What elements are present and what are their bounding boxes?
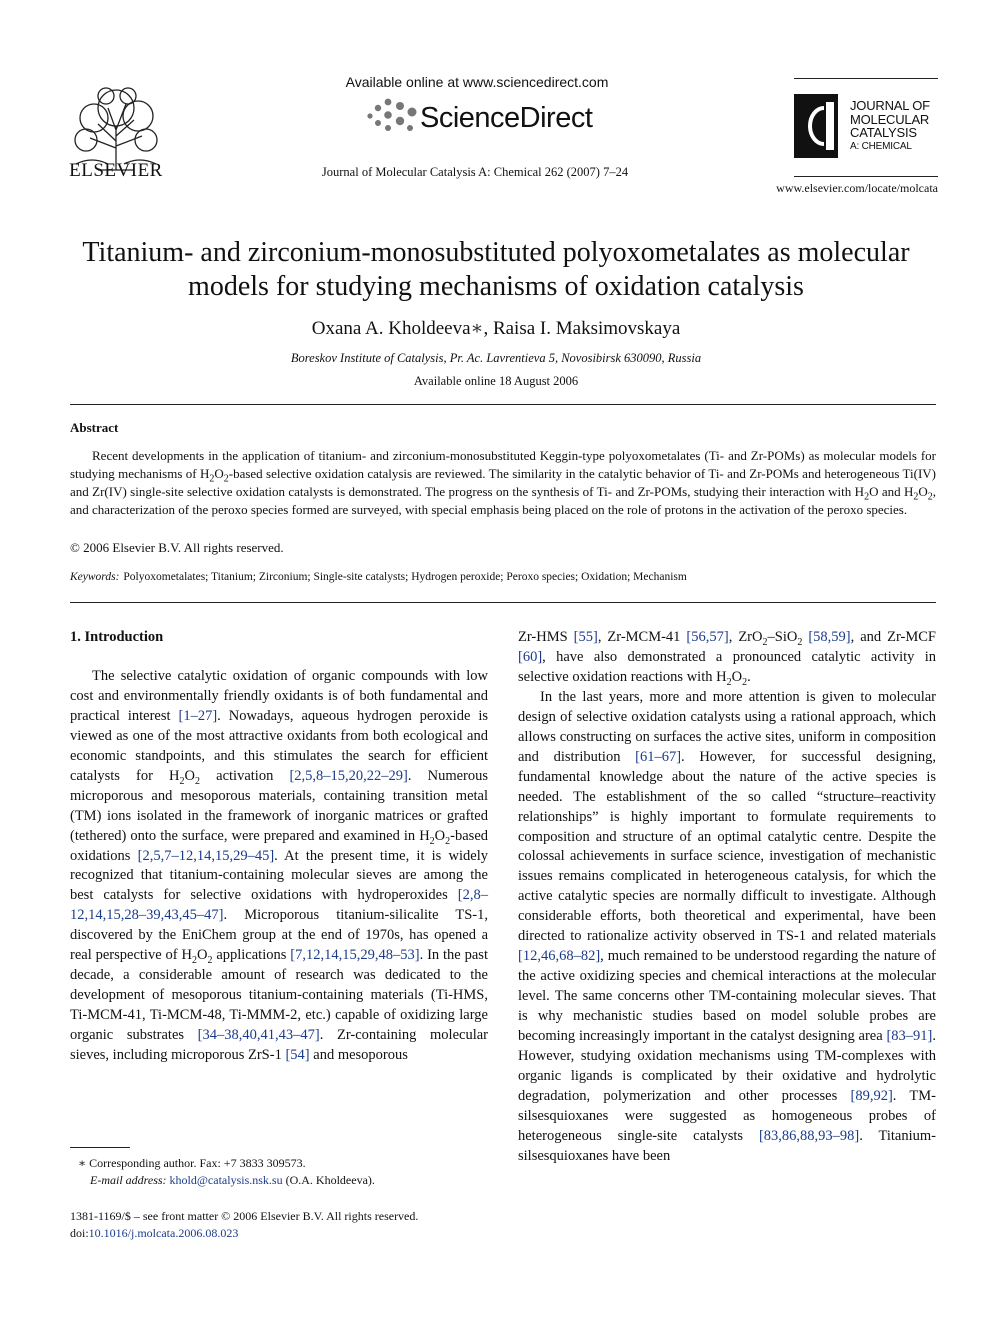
corresponding-author-mark[interactable]: ∗ bbox=[470, 318, 484, 339]
issn-block bbox=[70, 1208, 418, 1242]
abstract-copyright: © 2006 Elsevier B.V. All rights reserved. bbox=[70, 540, 284, 555]
keywords-list: Polyoxometalates; Titanium; Zirconium; Single-site catalysts; Hydrogen peroxide; Peroxo species; Oxidation; Mechanism bbox=[123, 571, 687, 583]
section-heading: 1. Introduction bbox=[70, 629, 164, 645]
author-list bbox=[60, 317, 932, 340]
keywords bbox=[70, 571, 936, 583]
footnote-rule bbox=[70, 1147, 130, 1148]
author-separator: , bbox=[483, 318, 493, 339]
journal-badge-title bbox=[850, 99, 930, 153]
keywords-label: Keywords: bbox=[70, 571, 120, 583]
journal-badge-line: JOURNAL OF bbox=[850, 98, 930, 113]
affiliation: Boreskov Institute of Catalysis, Pr. Ac. Lavrentieva 5, Novosibirsk 630090, Russia bbox=[290, 351, 702, 365]
journal-cover-icon bbox=[794, 94, 838, 158]
paper-title-line: models for studying mechanisms of oxidation catalysis bbox=[188, 271, 804, 302]
available-online-notice[interactable]: Available online at www.sciencedirect.com bbox=[345, 74, 609, 90]
header-rule-top bbox=[794, 78, 938, 79]
footnote bbox=[78, 1155, 375, 1189]
journal-badge-line: MOLECULAR bbox=[850, 111, 930, 127]
journal-badge-subtitle: A: CHEMICAL bbox=[850, 140, 912, 152]
sciencedirect-wordmark: ScienceDirect bbox=[420, 102, 593, 134]
journal-url-link[interactable]: www.elsevier.com/locate/molcata bbox=[776, 181, 938, 195]
body-paragraph: Zr-HMS [55], Zr-MCM-41 [56,57], ZrO$_2$–SiO$_2$ [58,59], and Zr-MCF [60], have also demonstrated a pronounced catalytic activity in selective oxidation reactions with $H_2O_2$. bbox=[518, 629, 936, 688]
author-name: Oxana A. Kholdeeva bbox=[311, 318, 471, 339]
doi-label: doi: bbox=[70, 1226, 89, 1240]
publisher-name: ELSEVIER bbox=[69, 160, 163, 181]
corresponding-author-note: Corresponding author. Fax: +7 3833 309573. bbox=[86, 1156, 306, 1170]
journal-badge-line: CATALYSIS bbox=[850, 125, 917, 140]
body-column-right bbox=[518, 628, 936, 1167]
email-link[interactable]: khold@catalysis.nsk.su bbox=[169, 1173, 283, 1187]
journal-citation: Journal of Molecular Catalysis A: Chemical 262 (2007) 7–24 bbox=[321, 165, 629, 179]
body-column-left bbox=[70, 628, 488, 1066]
email-label: E-mail address: bbox=[90, 1173, 167, 1187]
abstract-heading: Abstract bbox=[70, 420, 119, 435]
body-paragraph: The selective catalytic oxidation of organic compounds with low cost and environmentally friendly oxidants is of both fundamental and practical interest [1–27]. Nowadays, aqueous hydrogen peroxide is viewed as one of the most attractive oxidants from both ecological and economic standpoints, and this stimulates the search for efficient catalysts for $H_2O_2$ activation [2,5,8–15,20,22–29]. Numerous microporous and mesoporous materials, containing transition metal (TM) ions isolated in the framework of inorganic matrices or grafted (tethered) onto the surface, were prepared and examined in $H_2O_2$-based oxidations [2,5,7–12,14,15,29–45]. At the present time, it is widely recognized that titanium-containing molecular sieves are among the best catalysts for selective oxidations with hydroperoxides [2,8–12,14,15,28–39,43,45–47]. Microporous titanium-silicalite TS-1, discovered by the EniChem group at the end of 1970s, has opened a real perspective of $H_2O_2$ applications [7,12,14,15,29,48–53]. In the past decade, a considerable amount of research was dedicated to the development of mesoporous titanium-containing materials (Ti-HMS, Ti-MCM-41, Ti-MCM-48, Ti-MMM-2, etc.) capable of oxidizing large organic substrates [34–38,40,41,43–47]. Zr-containing molecular sieves, including microporous ZrS-1 [54] and mesoporous bbox=[70, 667, 489, 1064]
body-paragraph: In the last years, more and more attention is given to molecular design of selective oxidation catalysts using a rational approach, which allows constructing on surfaces the active sites, uniform in composition and distribution [61–67]. However, for successful designing, fundamental knowledge about the nature of the active species is needed. The establishment of the so called “structure–reactivity relationships” is highly important to formulate requirements to composition and structure of an optimal catalytic centre. Despite the colossal achievements in surface science, investigation of mechanistic issues remains complicated in heterogeneous catalysis, for which the active catalytic species are normally difficult to investigate. Although considerable efforts, both theoretical and experimental, have been directed to rationalize activity observed in TS-1 and related materials [12,46,68–82], much remained to be understood regarding the nature of the active oxidizing species and chemical interactions at the molecular level. The same concerns other TM-containing molecular sieves. That is why mechanistic studies based on model soluble probes are becoming increasingly important in the catalyst designing area [83–91]. However, studying oxidation mechanisms using TM-complexes with organic ligands is complicated by their oxidative and hydrolytic degradation, polymerization and other processes [89,92]. TM-silsesquioxanes were suggested as homogeneous probes of heterogeneous single-site catalysts [83,86,88,93–98]. Titanium-silsesquioxanes have been bbox=[518, 688, 936, 1164]
footnote-mark: ∗ bbox=[78, 1156, 87, 1170]
abstract-rule-top bbox=[70, 404, 936, 405]
paper-title bbox=[60, 236, 932, 304]
doi-link[interactable]: 10.1016/j.molcata.2006.08.023 bbox=[88, 1226, 239, 1240]
abstract-body: Recent developments in the application of titanium- and zirconium-monosubstituted Keggin-type polyoxometalates (Ti- and Zr-POMs) as molecular models for studying mechanisms of $H_2O_2$-based selective oxidation catalysis are reviewed. The similarity in the catalytic behavior of Ti- and Zr-POMs and heterogeneous Ti(IV) and Zr(IV) single-site selective oxidation catalysts is demonstrated. The progress on the synthesis of Ti- and Zr-POMs, studying their interaction with $H_2O$ and $H_2O_2$, and characterization of the peroxo species formed are surveyed, with special emphasis being placed on the role of protons in the activation of the peroxo species. bbox=[70, 448, 937, 517]
sciencedirect-dots-icon bbox=[360, 96, 420, 136]
issn-line: 1381-1169/$ – see front matter © 2006 Elsevier B.V. All rights reserved. bbox=[70, 1209, 419, 1223]
abstract-rule-bottom bbox=[70, 602, 936, 603]
available-date: Available online 18 August 2006 bbox=[413, 374, 579, 388]
author-name: Raisa I. Maksimovskaya bbox=[492, 318, 681, 339]
header-rule-bottom bbox=[794, 176, 938, 177]
paper-title-line: Titanium- and zirconium-monosubstituted polyoxometalates as molecular bbox=[82, 237, 910, 268]
email-owner: (O.A. Kholdeeva). bbox=[282, 1173, 375, 1187]
